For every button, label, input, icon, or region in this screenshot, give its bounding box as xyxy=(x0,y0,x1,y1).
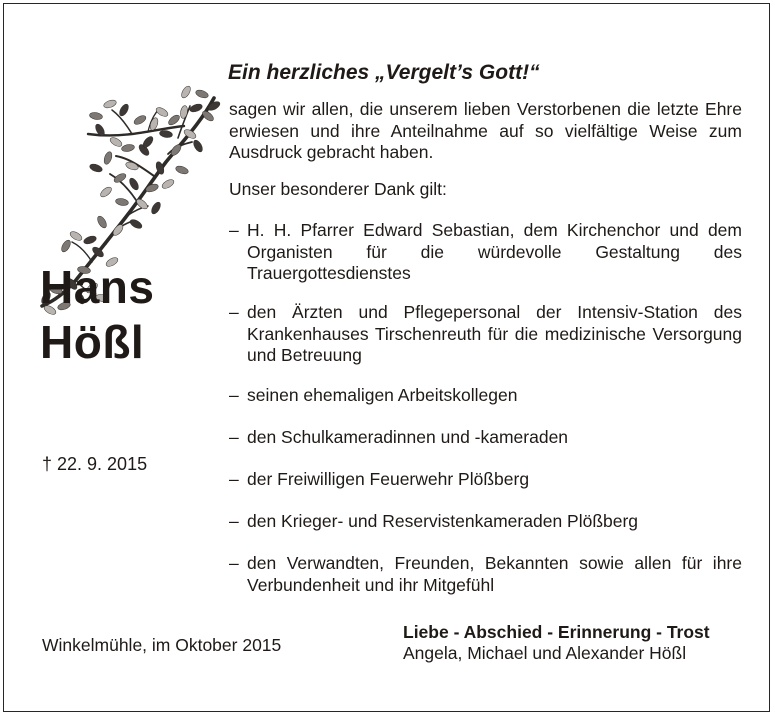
thanks-item xyxy=(229,220,742,285)
thanks-item xyxy=(229,385,742,407)
deceased-first-name: Hans xyxy=(40,261,155,313)
thanks-item xyxy=(229,553,742,596)
leaf xyxy=(180,105,189,119)
leaf xyxy=(109,136,124,148)
leaf xyxy=(189,103,204,114)
leaf xyxy=(118,103,130,118)
thanks-lead: Unser besonderer Dank gilt: xyxy=(229,179,447,199)
thanks-item-text: den Schulkameradinnen und -kameraden xyxy=(247,427,569,447)
leaf xyxy=(103,151,114,166)
leaf xyxy=(150,201,162,216)
dash-bullet: – xyxy=(229,385,239,405)
intro-paragraph: sagen wir allen, die unserem lieben Verstorbenen die letzte Ehre erwiesen und ihre Anteilnahme auf so vielfältige Weise zum Ausdruck gebracht haben. xyxy=(229,99,742,163)
dash-bullet: – xyxy=(229,469,239,489)
thanks-item xyxy=(229,302,742,367)
thanks-item xyxy=(229,427,742,449)
dash-bullet: – xyxy=(229,511,239,531)
dash-bullet: – xyxy=(229,302,239,322)
thanks-heading: Ein herzliches „Vergelt’s Gott!“ xyxy=(228,61,540,84)
thanks-item xyxy=(229,511,742,533)
leaf xyxy=(99,185,113,199)
leaf xyxy=(115,198,129,207)
motto: Liebe - Abschied - Erinnerung - Trost xyxy=(403,622,710,642)
leaf xyxy=(129,218,144,230)
leaf xyxy=(60,239,72,254)
leaf xyxy=(180,85,192,100)
obituary-card xyxy=(3,3,770,712)
place-date: Winkelmühle, im Oktober 2015 xyxy=(42,635,282,655)
leaf xyxy=(69,230,84,242)
leaf xyxy=(103,99,118,110)
thanks-item-text: den Verwandten, Freunden, Bekannten sowie allen für ihre Verbundenheit und ihr Mitgefühl xyxy=(247,553,742,595)
leaf xyxy=(155,106,170,118)
leaf xyxy=(125,161,140,172)
dash-bullet: – xyxy=(229,220,239,240)
thanks-item-text: der Freiwilligen Feuerwehr Plößberg xyxy=(247,469,530,489)
leaf xyxy=(128,177,140,192)
leaf xyxy=(133,114,148,126)
leaf xyxy=(192,139,204,154)
dash-bullet: – xyxy=(229,427,239,447)
signatories: Angela, Michael und Alexander Hößl xyxy=(403,643,687,663)
leaf xyxy=(96,215,108,230)
leaf xyxy=(159,130,173,139)
leaf xyxy=(83,235,98,246)
thanks-item xyxy=(229,469,742,491)
leaf xyxy=(121,144,135,153)
thanks-item-text: seinen ehemaligen Arbeitskollegen xyxy=(247,385,518,405)
leaf xyxy=(167,113,181,127)
leaf xyxy=(89,112,103,121)
thanks-item-text: H. H. Pfarrer Edward Sebastian, dem Kirchenchor und dem Organisten für die würdevolle Gestaltung des Trauergottesdienstes xyxy=(247,220,742,284)
leaf xyxy=(175,165,190,176)
thanks-item-text: den Krieger- und Reservistenkameraden Plößberg xyxy=(247,511,639,531)
leaf xyxy=(145,183,160,194)
dash-bullet: – xyxy=(229,553,239,573)
leaf xyxy=(195,89,210,100)
deceased-last-name: Hößl xyxy=(40,316,145,368)
thanks-item-text: den Ärzten und Pflegepersonal der Intensiv-Station des Krankenhauses Tirschenreuth für die medizinische Versorgung und Betreuung xyxy=(247,302,742,366)
leaf xyxy=(161,178,176,190)
leaf xyxy=(89,163,104,174)
death-date: † 22. 9. 2015 xyxy=(42,454,148,474)
